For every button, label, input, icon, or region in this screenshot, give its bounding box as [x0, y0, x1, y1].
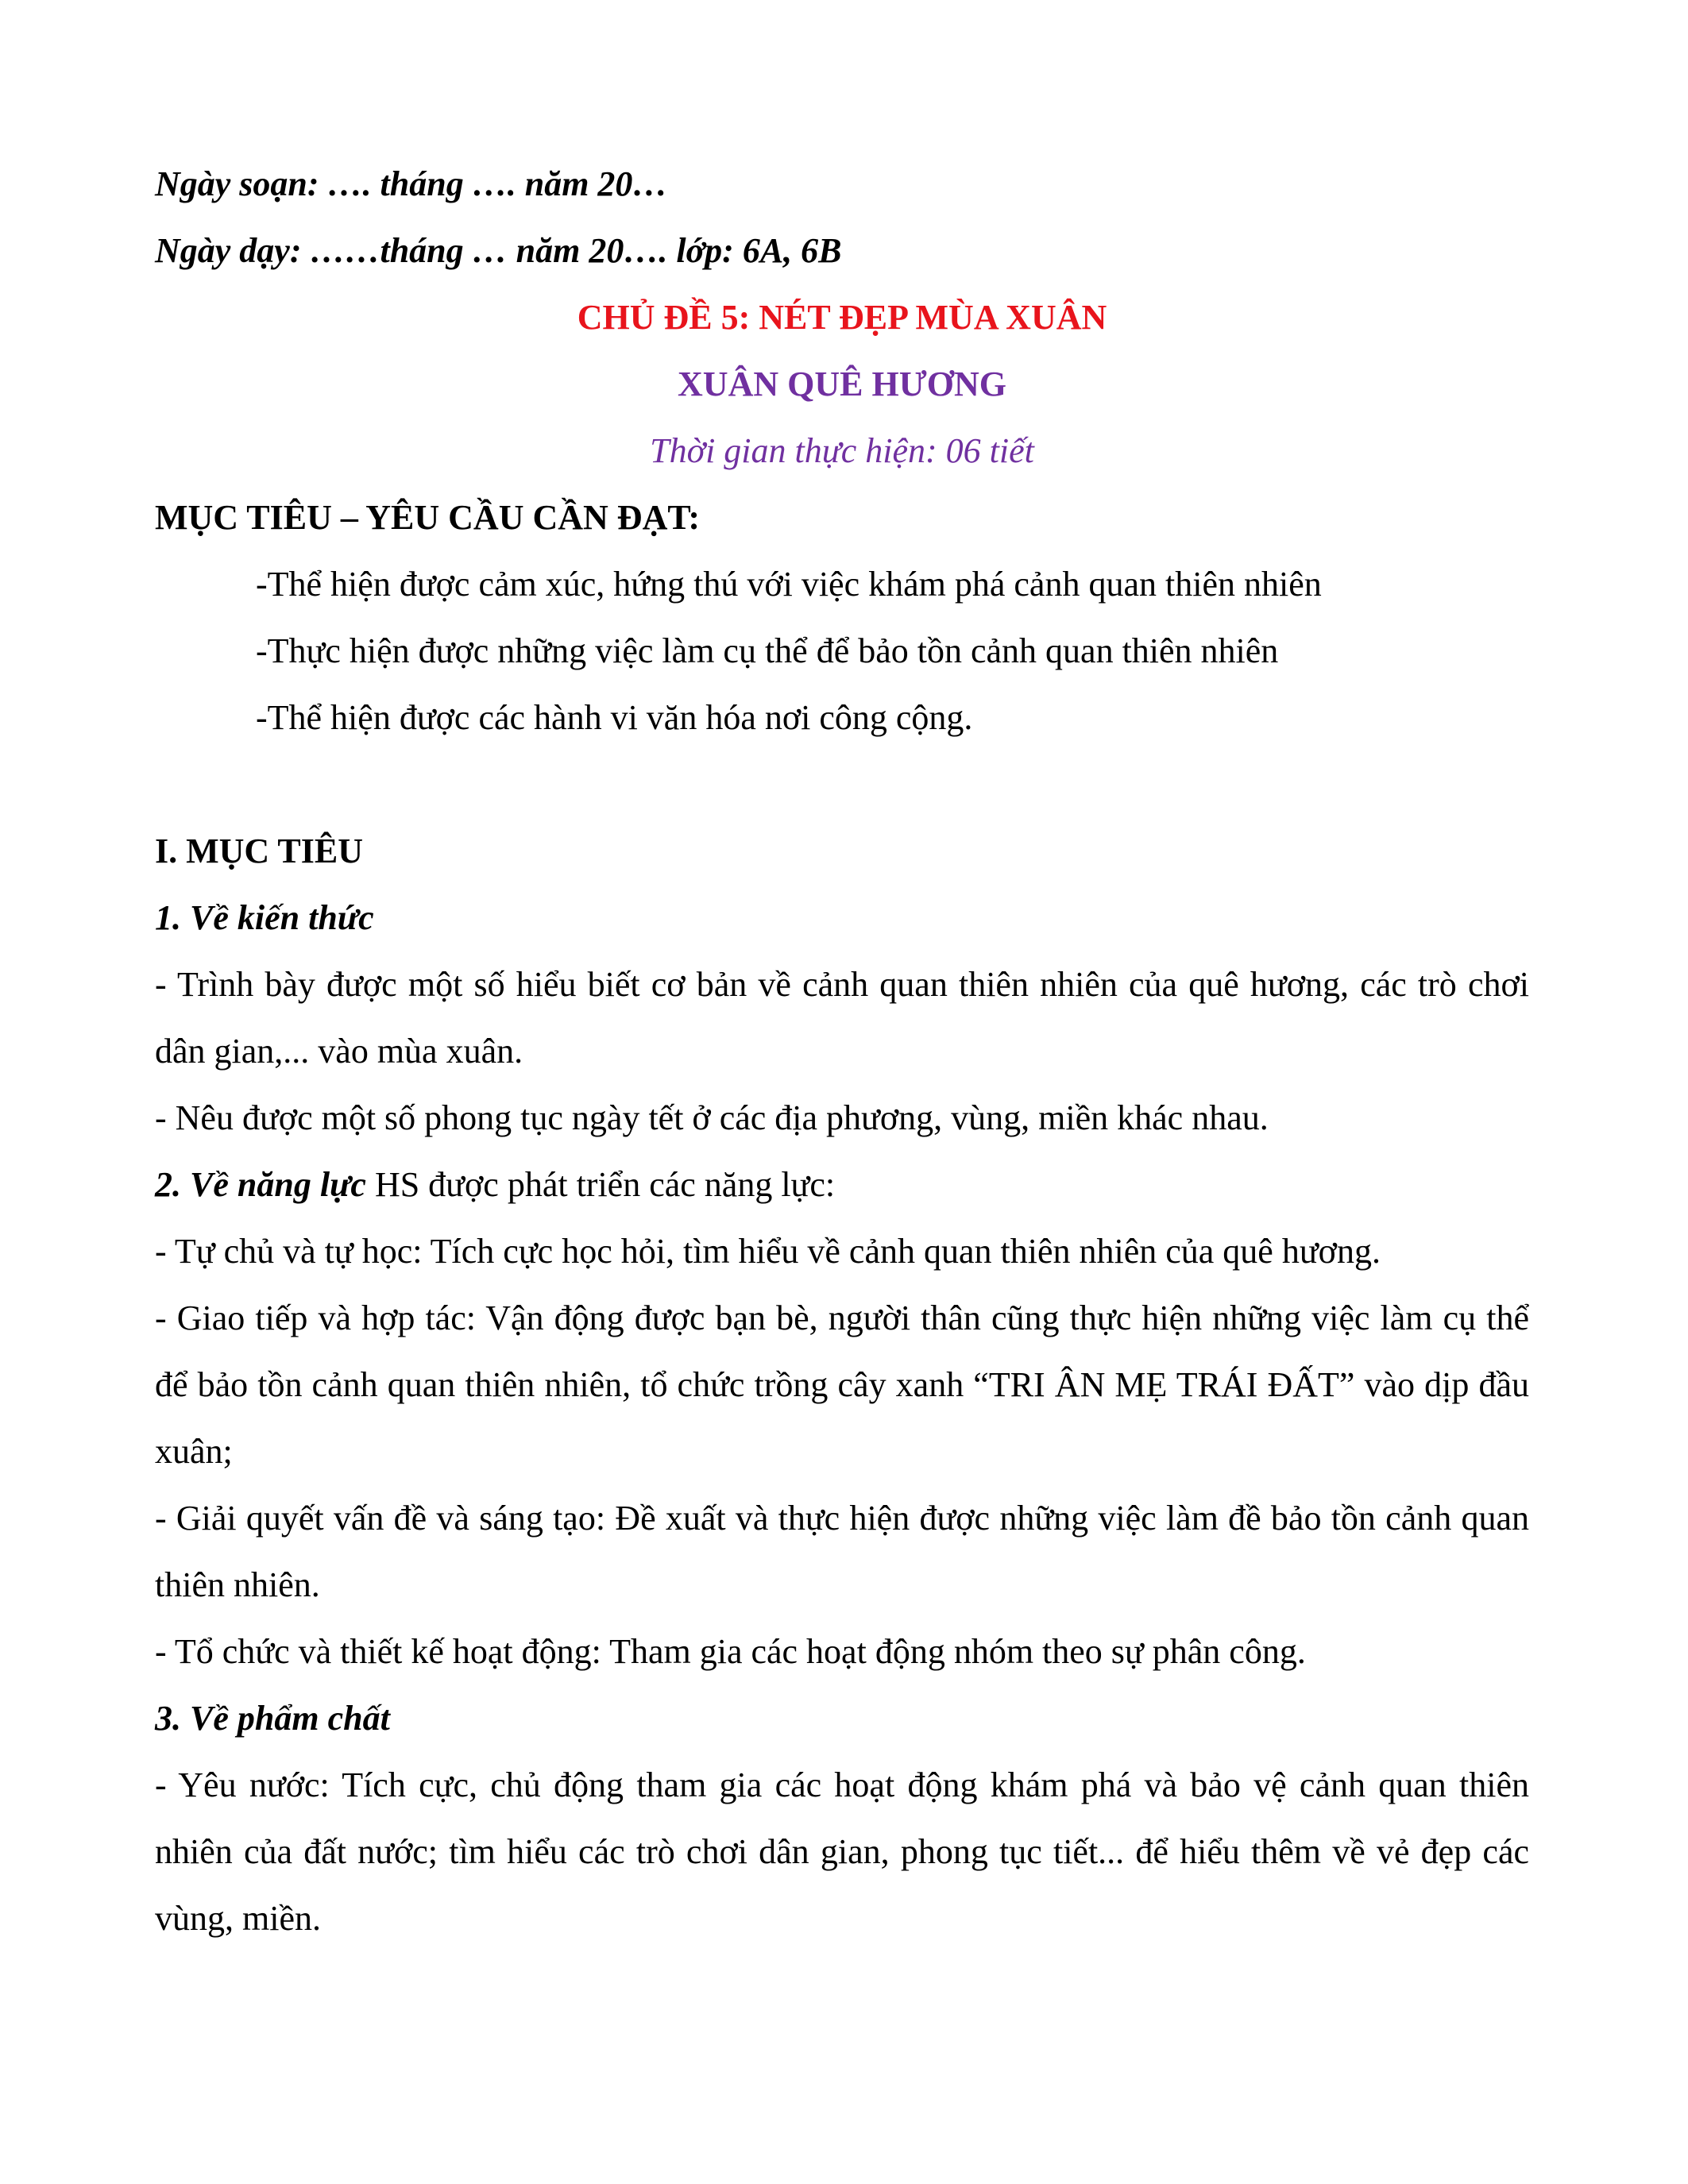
- subheading-knowledge: 1. Về kiến thức: [155, 898, 374, 937]
- objectives-requirements-heading: MỤC TIÊU – YÊU CẦU CẦN ĐẠT:: [155, 498, 701, 537]
- topic-title: CHỦ ĐỀ 5: NÉT ĐẸP MÙA XUÂN: [577, 298, 1107, 337]
- requirement-item: -Thực hiện được những việc làm cụ thể để bảo tồn cảnh quan thiên nhiên: [256, 631, 1279, 670]
- subheading-qualities: 3. Về phẩm chất: [155, 1699, 390, 1738]
- competency-intro: HS được phát triển các năng lực:: [365, 1165, 836, 1204]
- paragraph: - Yêu nước: Tích cực, chủ động tham gia các hoạt động khám phá và bảo vệ cảnh quan thiên nhiên của đất nước; tìm hiểu các trò chơi dân gian, phong tục tiết... để hiểu thêm về vẻ đẹp các vùng, miền.: [155, 1765, 1529, 1938]
- requirement-item: -Thể hiện được cảm xúc, hứng thú với việc khám phá cảnh quan thiên nhiên: [256, 565, 1322, 604]
- ngay-day: Ngày dạy: ……tháng … năm 20…. lớp: 6A, 6B: [155, 231, 842, 270]
- paragraph: - Giải quyết vấn đề và sáng tạo: Đề xuất và thực hiện được những việc làm đề bảo tồn cảnh quan thiên nhiên.: [155, 1499, 1529, 1604]
- duration-text: Thời gian thực hiện: 06 tiết: [650, 431, 1034, 470]
- paragraph: - Tổ chức và thiết kế hoạt động: Tham gia các hoạt động nhóm theo sự phân công.: [155, 1632, 1306, 1671]
- ngay-soan: Ngày soạn: …. tháng …. năm 20…: [155, 164, 668, 203]
- paragraph: - Giao tiếp và hợp tác: Vận động được bạn bè, người thân cũng thực hiện những việc làm cụ thể để bảo tồn cảnh quan thiên nhiên, tổ chức trồng cây xanh “TRI ÂN MẸ TRÁI ĐẤT” vào dịp đầu xuân;: [155, 1298, 1529, 1471]
- lesson-title: XUÂN QUÊ HƯƠNG: [678, 365, 1006, 403]
- paragraph: - Nêu được một số phong tục ngày tết ở các địa phương, vùng, miền khác nhau.: [155, 1098, 1269, 1137]
- paragraph: - Tự chủ và tự học: Tích cực học hỏi, tìm hiểu về cảnh quan thiên nhiên của quê hương.: [155, 1232, 1381, 1271]
- spacer: [155, 751, 1529, 818]
- section-heading-objectives: I. MỤC TIÊU: [155, 832, 364, 870]
- subheading-competency: 2. Về năng lực: [155, 1165, 366, 1204]
- requirement-item: -Thể hiện được các hành vi văn hóa nơi công cộng.: [256, 698, 973, 737]
- paragraph: - Trình bày được một số hiểu biết cơ bản về cảnh quan thiên nhiên của quê hương, các trò chơi dân gian,... vào mùa xuân.: [155, 965, 1529, 1071]
- document-content: [155, 151, 1529, 1952]
- competency-line: [155, 1152, 1529, 1218]
